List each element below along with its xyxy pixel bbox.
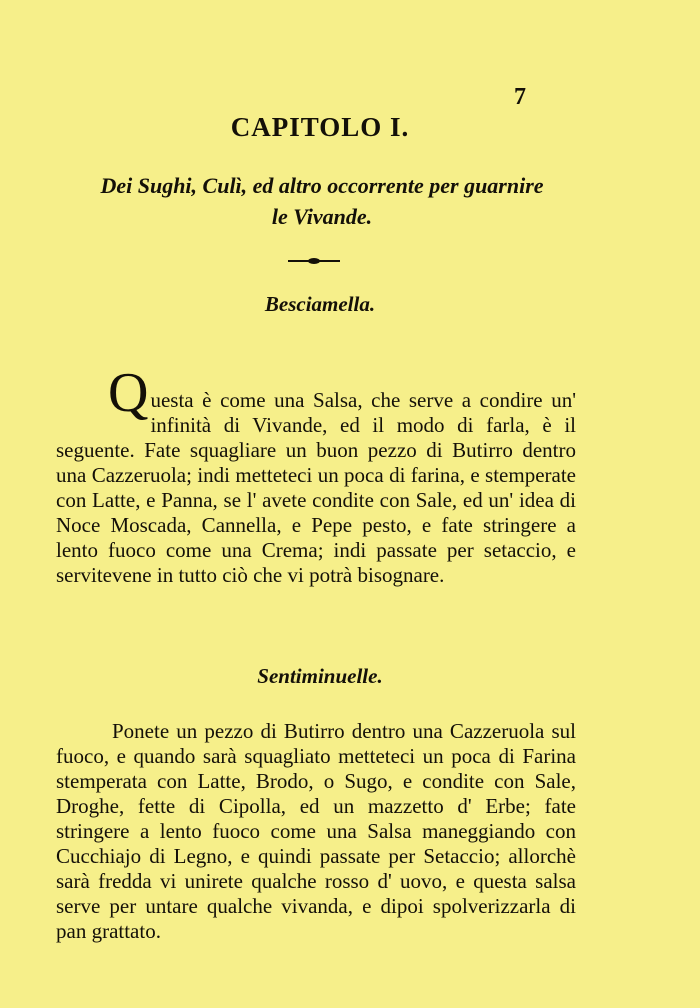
chapter-subtitle	[52, 170, 592, 232]
section-body-text: uesta è come una Salsa, che serve a condire un' infinità di Vivande, ed il modo di farla, è il seguente. Fate squagliare un buon pezzo di Butirro dentro una Cazzeruola; indi metteteci un poca di farina, e stemperate con Latte, e Panna, se l' avete condite con Sale, ed un' idea di Noce Moscada, Cannella, e Pepe pesto, e fate stringere a lento fuoco come una Crema; indi passate per setaccio, e servitevene in tutto ciò che vi potrà bisognare.	[56, 388, 576, 587]
drop-cap: Q	[108, 362, 149, 424]
ornament-divider	[288, 256, 340, 266]
page-number: 7	[514, 84, 526, 110]
chapter-subtitle-line2: le Vivande.	[271, 204, 373, 229]
chapter-title: CAPITOLO I.	[230, 112, 410, 142]
chapter-subtitle-line1: Dei Sughi, Culì, ed altro occorrente per guarnire	[100, 173, 544, 198]
section-heading-besciamella: Besciamella.	[264, 292, 376, 316]
section-body-besciamella	[56, 362, 576, 588]
section-body-sentiminuelle	[56, 719, 576, 944]
section-body-text: Ponete un pezzo di Butirro dentro una Cazzeruola sul fuoco, e quando sarà squagliato metteteci un poca di Farina stemperata con Latte, Brodo, o Sugo, e condite con Sale, Droghe, fette di Cipolla, ed un mazzetto d' Erbe; fate stringere a lento fuoco come una Salsa maneggiando con Cucchiajo di Legno, e quindi passate per Setaccio; allorchè sarà fredda vi unirete qualche rosso d' uovo, e questa salsa serve per untare qualche vivanda, e dipoi spolverizzarla di pan grattato.	[56, 719, 576, 943]
section-heading-sentiminuelle: Sentiminuelle.	[257, 664, 383, 688]
